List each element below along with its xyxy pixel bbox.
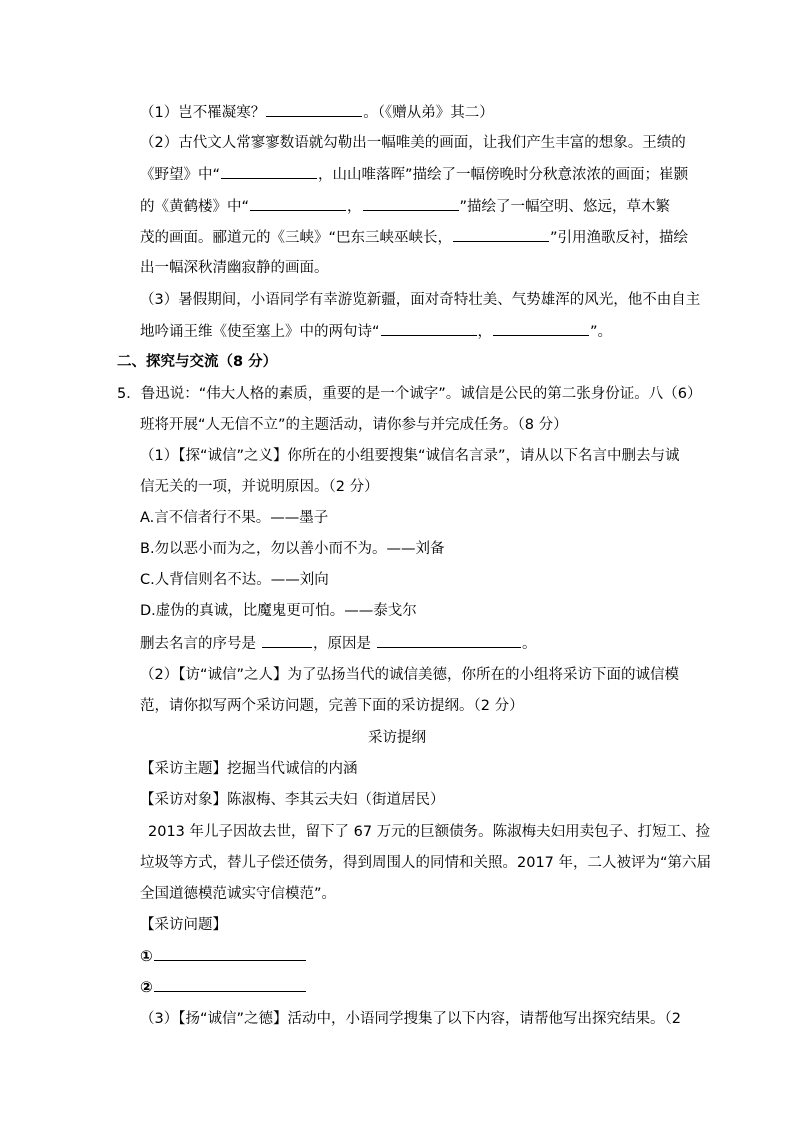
q4-2-line-2: 《野望》中“ ，山山唯落晖”描绘了一幅傍晚时分秋意浓浓的画面；崔颢 [0,164,794,185]
q4-3-line-2: 地吟诵王维《使至塞上》中的两句诗“ ， ”。 [0,321,794,342]
answer-blank[interactable] [154,977,306,992]
q4-2-line-5: 出一幅深秋清幽寂静的画面。 [140,260,329,276]
q5-3-line-1: （3）【扬“诚信”之德】活动中，小语同学搜集了以下内容，请帮他写出探究结果。（2 [140,1011,681,1027]
q4-2-line-3: 的《黄鹤楼》中“ ， ”描绘了一幅空明、悠远，草木繁 [0,196,794,217]
q5-2-line-1: （2）【访“诚信”之人】为了弘扬当代的诚信美德，你所在的小组将采访下面的诚信模 [140,667,679,683]
option-d: D.虚伪的真诚，比魔鬼更可怕。——泰戈尔 [140,603,417,619]
answer-blank[interactable] [377,633,521,648]
answer-blank[interactable] [262,633,312,648]
story-line-1: 2013 年儿子因故去世，留下了 67 万元的巨额债务。陈淑梅夫妇用卖包子、打短工、捡 [148,824,711,840]
story-line-3: 全国道德模范诚实守信模范”。 [140,886,337,902]
answer-blank[interactable] [453,227,549,242]
question-2-line [0,977,794,998]
q4-1-source: 。（《赠从弟》其二） [363,105,494,121]
interview-topic: 【采访主题】挖掘当代诚信的内涵 [140,761,358,777]
answer-blank[interactable] [154,946,306,961]
section-2-title: 二、探究与交流（8 分） [117,354,278,370]
circled-number-1: ① [140,947,153,965]
option-a: A.言不信者行不果。——墨子 [140,510,329,526]
answer-blank[interactable] [381,321,477,336]
delete-answer-line: 删去名言的序号是 ，原因是 。 [0,633,794,654]
interview-questions-label: 【采访问题】 [140,917,227,933]
q5-1-line-2: 信无关的一项，并说明原因。（2 分） [140,479,379,495]
interview-target: 【采访对象】陈淑梅、李其云夫妇（街道居民） [140,792,445,808]
answer-blank[interactable] [266,102,362,117]
q5-line-1: 5．鲁迅说：“伟大人格的素质，重要的是一个诚字”。诚信是公民的第二张身份证。八（6） [117,386,702,402]
circled-number-2: ② [140,978,153,996]
answer-blank[interactable] [363,196,459,211]
q4-1-text: （1）岂不罹凝寒？ [140,105,266,121]
answer-blank[interactable] [493,321,589,336]
option-c: C.人背信则名不达。——刘向 [140,572,329,588]
option-b: B.勿以恶小而为之，勿以善小而不为。——刘备 [140,541,445,557]
answer-blank[interactable] [250,196,346,211]
q5-1-line-1: （1）【探“诚信”之义】你所在的小组要搜集“诚信名言录”，请从以下名言中删去与诚 [140,448,680,464]
outline-title: 采访提纲 [368,730,426,746]
q4-1-line [0,102,794,123]
q4-2-line-1: （2）古代文人常寥寥数语就勾勒出一幅唯美的画面，让我们产生丰富的想象。王绩的 [140,135,686,151]
question-1-line [0,946,794,967]
q5-line-2: 班将开展“人无信不立”的主题活动，请你参与并完成任务。（8 分） [140,417,568,433]
story-line-2: 垃圾等方式，替儿子偿还债务，得到周围人的同情和关照。2017 年，二人被评为“第六届 [140,855,712,871]
q5-2-line-2: 范，请你拟写两个采访问题，完善下面的采访提纲。（2 分） [140,698,524,714]
q4-3-line-1: （3）暑假期间，小语同学有幸游览新疆，面对奇特壮美、气势雄浑的风光，他不由自主 [140,292,701,308]
q4-2-line-4: 茂的画面。郦道元的《三峡》“巴东三峡巫峡长， ”引用渔歌反衬，描绘 [0,227,794,248]
answer-blank[interactable] [221,164,317,179]
